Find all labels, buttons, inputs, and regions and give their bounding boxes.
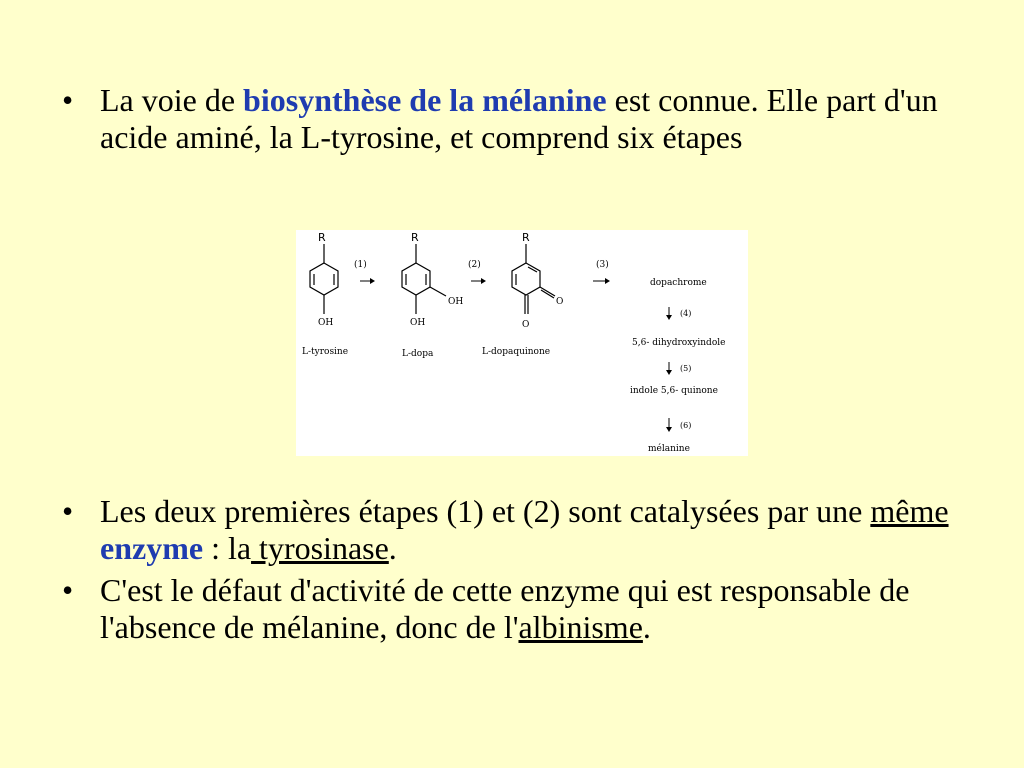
o-label-3b: O <box>522 320 530 330</box>
enzyme-bullet <box>0 493 1024 567</box>
albinism-link[interactable]: albinisme <box>518 609 643 645</box>
molecule-tyrosine <box>310 244 338 314</box>
intro-text-end: est connue. Elle part d'un acide aminé, la L-tyrosine, et comprend six étapes <box>100 82 938 155</box>
albinism-text-end: . <box>642 609 651 645</box>
arrow-head-1 <box>370 278 375 284</box>
product-dopachrome: dopachrome <box>650 278 707 288</box>
arrow-head-3 <box>605 278 610 284</box>
r-label-3: R <box>522 231 530 244</box>
pathway-svg <box>296 230 748 456</box>
intro-list <box>0 82 1024 156</box>
oh-label-2b: OH <box>410 318 426 328</box>
oh-label-2a: OH <box>448 297 464 307</box>
bullet-dot: • <box>62 572 74 608</box>
arrow-head-6 <box>666 427 672 432</box>
step-label-4: (4) <box>680 309 692 318</box>
product-melanin: mélanine <box>648 444 690 454</box>
same-underlined: même <box>870 493 949 529</box>
intro-text-start: La voie de <box>100 82 244 118</box>
molecule-dopaquinone <box>512 244 555 314</box>
r-label-1: R <box>318 231 326 244</box>
albinism-text-start: C'est le défaut d'activité de cette enzyme qui est responsable de l'absence de mélanine, donc de l' <box>100 572 910 645</box>
tyrosinase-link[interactable]: tyrosinase <box>251 530 389 566</box>
oh-label-1: OH <box>318 318 334 328</box>
step-label-5: (5) <box>680 364 692 373</box>
arrow-head-5 <box>666 370 672 375</box>
intro-bullet <box>0 82 1024 156</box>
enzyme-text-start: Les deux premières étapes (1) et (2) sont catalysées par une <box>100 493 871 529</box>
melanin-pathway-diagram <box>296 230 748 456</box>
r-label-2: R <box>411 231 419 244</box>
albinism-bullet <box>0 572 1024 646</box>
product-indole-quinone: indole 5,6- quinone <box>630 386 718 396</box>
product-dihydroxyindole: 5,6- dihydroxyindole <box>632 338 726 348</box>
details-list <box>0 493 1024 646</box>
bullet-dot: • <box>62 493 74 529</box>
bullet-dot: • <box>62 82 74 118</box>
melanin-biosynthesis-emphasis: biosynthèse de la mélanine <box>243 82 607 118</box>
enzyme-emphasis: enzyme <box>100 530 204 566</box>
step-label-1: (1) <box>354 260 367 270</box>
arrow-head-2 <box>481 278 486 284</box>
molecule-name-2: L-dopa <box>402 349 434 359</box>
enzyme-text-mid: : la <box>203 530 252 566</box>
molecule-dopa <box>402 244 446 314</box>
molecule-name-3: L-dopaquinone <box>482 347 551 357</box>
step-label-3: (3) <box>596 260 609 270</box>
o-label-3a: O <box>556 297 564 307</box>
step-label-2: (2) <box>468 260 481 270</box>
step-label-6: (6) <box>680 421 692 430</box>
molecule-name-1: L-tyrosine <box>302 347 349 357</box>
arrow-head-4 <box>666 315 672 320</box>
enzyme-text-end: . <box>388 530 397 566</box>
